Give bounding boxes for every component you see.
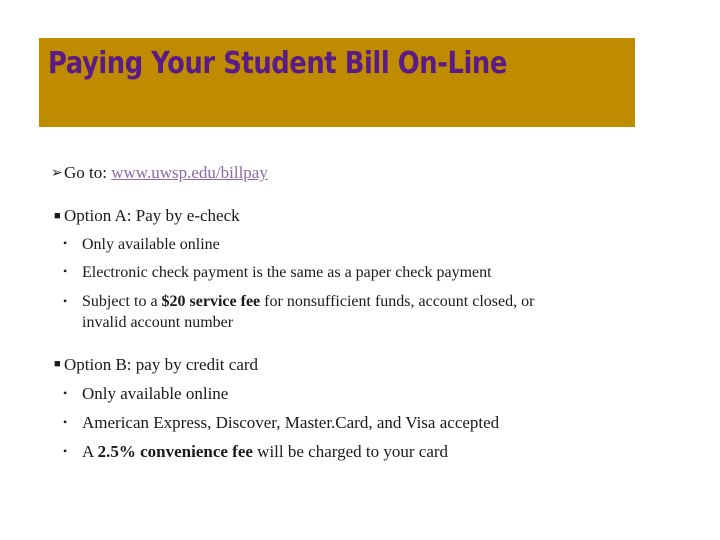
option-a-item: Only available online xyxy=(82,236,220,253)
dot-bullet-icon: • xyxy=(63,264,68,278)
arrow-bullet-icon: ➢ xyxy=(51,166,63,181)
square-bullet-icon: ■ xyxy=(54,358,61,370)
dot-bullet-icon: • xyxy=(63,294,68,308)
option-b-item: American Express, Discover, Master.Card, and Visa accepted xyxy=(82,413,500,432)
square-bullet-icon: ■ xyxy=(54,210,61,222)
fee-text-pre: A xyxy=(82,442,98,461)
option-a-fee-item-line2: invalid account number xyxy=(82,314,234,331)
fee-text-post: for nonsufficient funds, account closed, or xyxy=(260,293,535,310)
option-b-heading: Option B: pay by credit card xyxy=(64,355,259,374)
option-a-item: Electronic check payment is the same as a paper check payment xyxy=(82,264,492,281)
goto-line xyxy=(64,163,268,183)
dot-bullet-icon: • xyxy=(63,236,68,250)
slide-title: Paying Your Student Bill On-Line xyxy=(48,46,507,81)
dot-bullet-icon: • xyxy=(63,415,68,429)
fee-text-pre: Subject to a xyxy=(82,293,162,310)
fee-amount: $20 service fee xyxy=(161,293,261,310)
dot-bullet-icon: • xyxy=(63,444,68,458)
dot-bullet-icon: • xyxy=(63,386,68,400)
option-b-fee-item xyxy=(82,442,448,462)
convenience-fee: 2.5% convenience fee xyxy=(97,442,253,461)
goto-prefix: Go to: xyxy=(64,163,112,182)
fee-text-post: will be charged to your card xyxy=(252,442,449,461)
option-a-heading: Option A: Pay by e-check xyxy=(64,206,240,225)
billpay-link[interactable]: www.uwsp.edu/billpay xyxy=(111,163,268,182)
option-b-item: Only available online xyxy=(82,384,229,403)
option-a-fee-item xyxy=(82,292,534,312)
